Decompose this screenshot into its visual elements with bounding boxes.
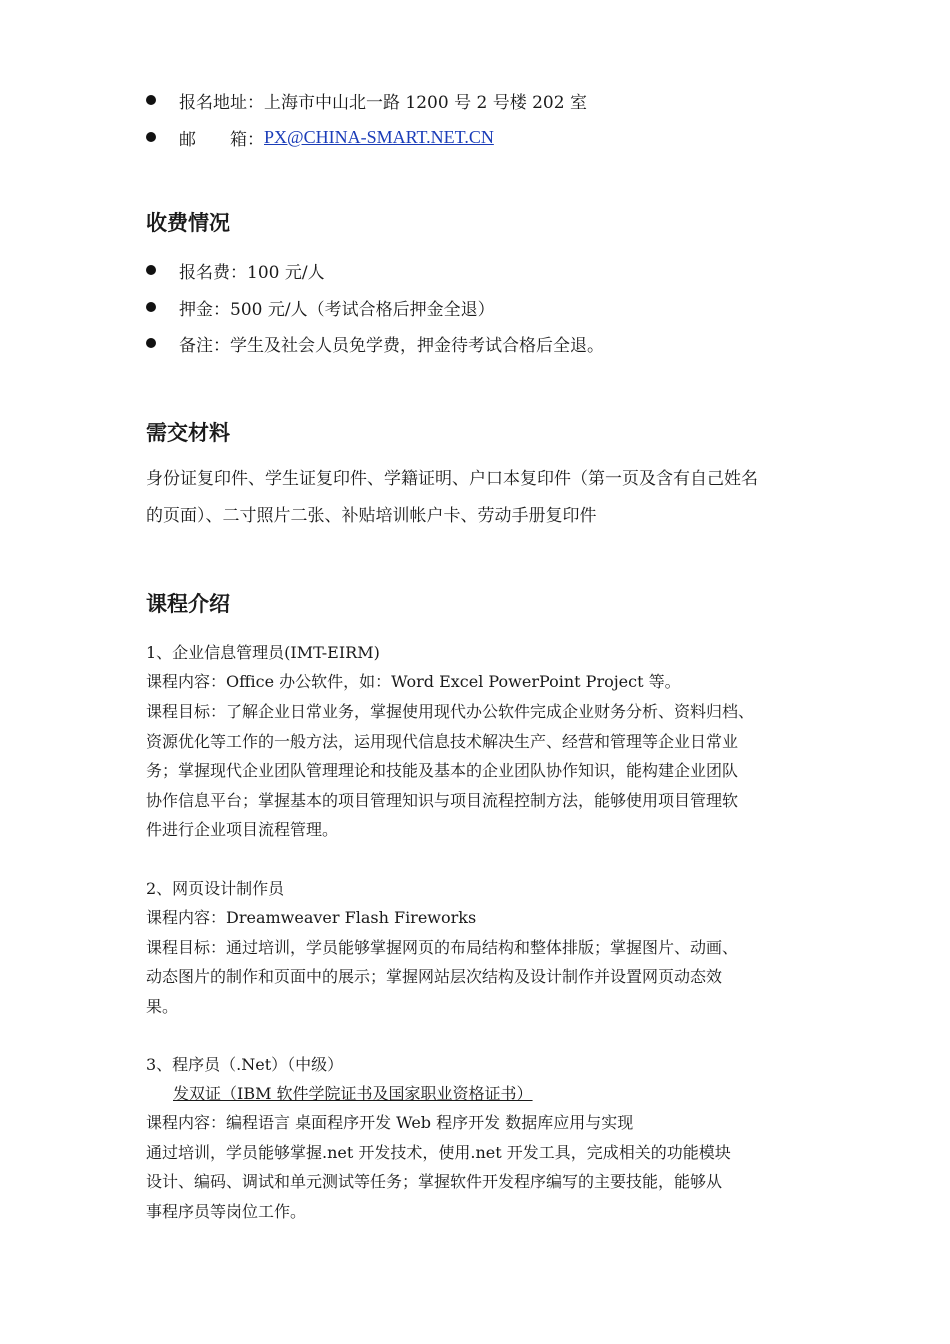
address-label: 报名地址： (179, 92, 264, 113)
course-1-title: 1、企业信息管理员(IMT-EIRM) (146, 643, 380, 662)
course-2-content: 课程内容：Dreamweaver Flash Fireworks (146, 908, 477, 927)
course-1-goal-line: 协作信息平台；掌握基本的项目管理知识与项目流程控制方法，能够使用项目管理软 (146, 791, 739, 810)
course-2-goal-line: 动态图片的制作和页面中的展示；掌握网站层次结构及设计制作并设置网页动态效 (146, 967, 723, 986)
email-label: 邮 箱： (179, 129, 264, 150)
bullet-icon (146, 95, 156, 105)
fee-text: 报名费：100 元/人 (179, 262, 325, 283)
address-item (146, 87, 587, 113)
bullet-icon (146, 302, 156, 312)
course-3-goal-line: 事程序员等岗位工作。 (146, 1202, 307, 1221)
fee-text: 押金：500 元/人（考试合格后押金全退） (179, 299, 495, 320)
email-link[interactable]: PX@CHINA-SMART.NET.CN (264, 126, 494, 147)
courses-heading: 课程介绍 (146, 592, 230, 616)
course-2-goal-line: 果。 (146, 997, 179, 1016)
fee-item (146, 294, 495, 320)
fee-item (146, 330, 604, 356)
materials-line: 身份证复印件、学生证复印件、学籍证明、户口本复印件（第一页及含有自己姓名 (146, 469, 758, 489)
fee-item (146, 257, 325, 283)
fee-text: 备注：学生及社会人员免学费，押金待考试合格后全退。 (179, 335, 604, 356)
course-1-goal-line: 件进行企业项目流程管理。 (146, 820, 339, 839)
materials-heading: 需交材料 (146, 421, 230, 445)
fees-heading: 收费情况 (146, 211, 230, 235)
course-1-goal-line: 务；掌握现代企业团队管理理论和技能及基本的企业团队协作知识，能构建企业团队 (146, 761, 739, 780)
course-1-content: 课程内容：Office 办公软件，如：Word Excel PowerPoint Project 等。 (146, 672, 681, 691)
course-2-goal-line: 课程目标：通过培训，学员能够掌握网页的布局结构和整体排版；掌握图片、动画、 (146, 938, 739, 957)
course-1-goal-line: 课程目标：了解企业日常业务，掌握使用现代办公软件完成企业财务分析、资料归档、 (146, 702, 755, 721)
course-3-goal-line: 设计、编码、调试和单元测试等任务；掌握软件开发程序编写的主要技能，能够从 (146, 1172, 723, 1191)
course-3-certificate: 发双证（IBM 软件学院证书及国家职业资格证书） (173, 1084, 533, 1103)
email-item (146, 124, 494, 150)
bullet-icon (146, 265, 156, 275)
materials-line: 的页面）、二寸照片二张、补贴培训帐户卡、劳动手册复印件 (146, 506, 597, 526)
bullet-icon (146, 338, 156, 348)
course-3-content: 课程内容：编程语言 桌面程序开发 Web 程序开发 数据库应用与实现 (146, 1113, 634, 1132)
course-3-goal-line: 通过培训，学员能够掌握.net 开发技术，使用.net 开发工具，完成相关的功能模块 (146, 1143, 731, 1162)
address-value: 上海市中山北一路 1200 号 2 号楼 202 室 (264, 92, 587, 113)
bullet-icon (146, 132, 156, 142)
course-1-goal-line: 资源优化等工作的一般方法，运用现代信息技术解决生产、经营和管理等企业日常业 (146, 732, 739, 751)
course-3-title: 3、程序员（.Net）（中级） (146, 1055, 344, 1074)
course-2-title: 2、网页设计制作员 (146, 879, 285, 898)
